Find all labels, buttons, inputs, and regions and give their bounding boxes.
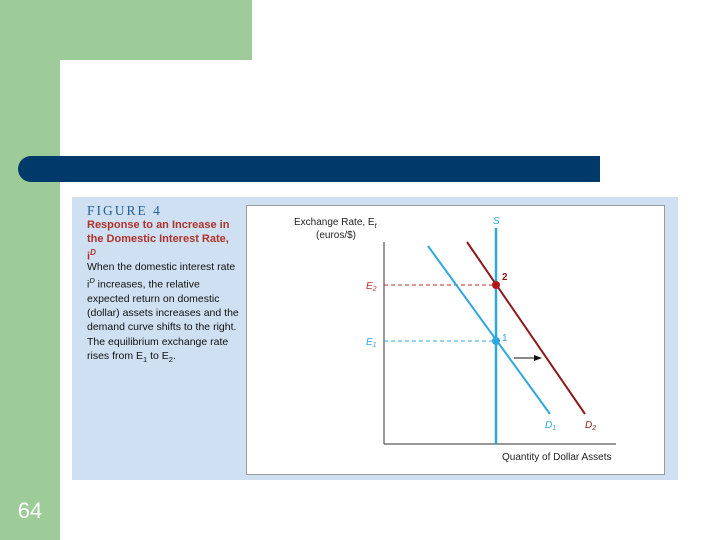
x-axis-label: Quantity of Dollar Assets xyxy=(502,452,612,463)
page-number: 64 xyxy=(17,498,43,523)
e2-label: $E_2$ xyxy=(366,281,377,293)
figure-caption: When the domestic interest rate $i^D$ increases, the relative expected return on domestic (dollar) assets increases and the demand curve shifts to the right. The equilibrium exchange rate rises from $E_1$ to $E_2$. xyxy=(87,261,239,364)
demand-curve-d1 xyxy=(428,246,550,414)
y-axis-label: Exchange Rate, $E_t$ xyxy=(294,217,377,230)
y-axis-units: (euros/$) xyxy=(316,230,357,241)
supply-label: S xyxy=(493,216,500,227)
e1-label: $E_1$ xyxy=(366,337,377,349)
demand-curve-d2 xyxy=(467,242,585,414)
d2-label: $D_2$ xyxy=(585,420,597,432)
point-1-label: 1 xyxy=(502,333,508,344)
figure-title: FIGURE 4 xyxy=(87,203,162,218)
figure-heading: Response to an Increase in the Domestic Interest Rate, $i^D$ xyxy=(87,219,230,263)
equilibrium-point-1 xyxy=(492,337,500,345)
equilibrium-point-2 xyxy=(492,281,500,289)
point-2-label: 2 xyxy=(502,272,508,283)
d1-label: $D_1$ xyxy=(545,420,557,432)
